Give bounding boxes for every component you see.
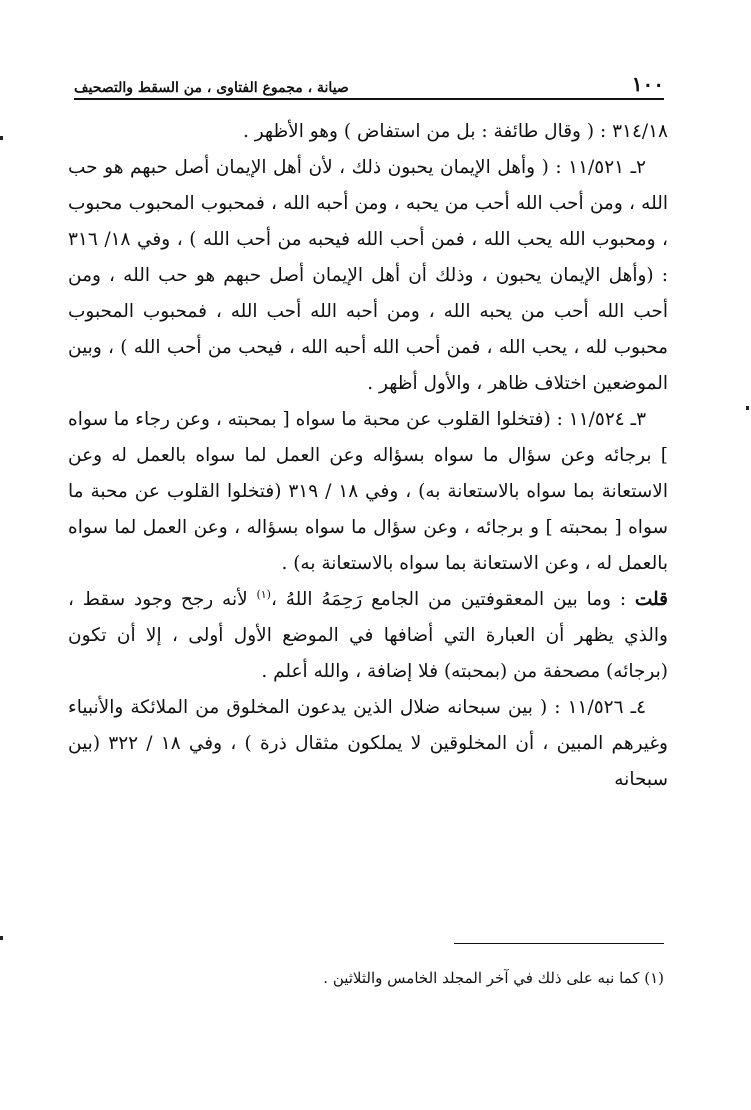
footnote-reference[interactable]: (١) xyxy=(256,587,271,601)
paragraph-2: ٢ـ ١١/٥٢١ : ( وأهل الإيمان يحبون ذلك ، لأن أهل الإيمان أصل حبهم هو حب الله ، ومن أحب الله أحب من يحبه ، ومن أحبه الله ، فمحبوب المحبوب محبوب ، ومحبوب الله يحب الله ، فمن أحب الله فيحبه من أحب الله ) ، وفي ١٨/ ٣١٦ : (وأهل الإيمان يحبون ، وذلك أن أهل الإيمان أصل حبهم هو حب الله ، ومن أحب الله أحب من يحبه الله ، ومن أحبه الله أحب الله ، فمحبوب المحبوب محبوب لله ، يحب الله ، فمن أحب الله أحبه الله ، فيحب من أحب الله ) ، وبين الموضعين اختلاف ظاهر ، والأول أظهر . xyxy=(68,157,668,394)
qult-label: قلت xyxy=(634,589,669,610)
body-text xyxy=(68,114,668,798)
page-header xyxy=(74,66,664,96)
header-rule xyxy=(74,98,664,100)
qult-text-after: لأنه رجح وجود سقط ، والذي يظهر أن العبارة التي أضافها في الموضع الأول أولى ، إلا أن تكون (برجائه) مصحفة من (بمحبته) فلا إضافة ، والله أعلم . xyxy=(68,589,668,682)
scan-mark xyxy=(0,136,3,140)
qult-paragraph xyxy=(68,582,668,690)
running-title: صيانة ، مجموع الفتاوى ، من السقط والتصحيف xyxy=(74,80,349,96)
footnote-rule xyxy=(454,943,664,944)
paragraph-1: ٣١٤/١٨ : ( وقال طائفة : بل من استفاض ) وهو الأظهر . xyxy=(242,121,668,142)
scan-mark xyxy=(746,406,749,410)
paragraph-4: ٤ـ ١١/٥٢٦ : ( بين سبحانه ضلال الذين يدعون المخلوق من الملائكة والأنبياء وغيرهم المبين ، أن المخلوقين لا يملكون مثقال ذرة ) ، وفي ١٨ / ٣٢٢ (بين سبحانه xyxy=(68,697,668,790)
footnote: (١) كما نبه على ذلك في آخر المجلد الخامس والثلاثين . xyxy=(323,969,664,987)
qult-text-before: : وما بين المعقوفتين من الجامع رَحِمَهُ اللهُ ، xyxy=(270,589,627,610)
paragraph-3: ٣ـ ١١/٥٢٤ : (فتخلوا القلوب عن محبة ما سواه [ بمحبته ، وعن رجاء ما سواه ] برجائه وعن سؤال ما سواه بسؤاله وعن العمل لما سواه بالعمل له وعن الاستعانة بما سواه بالاستعانة به) ، وفي ١٨ / ٣١٩ (فتخلوا القلوب عن محبة ما سواه [ بمحبته ] و برجائه ، وعن سؤال ما سواه بسؤاله ، وعن العمل لما سواه بالعمل له ، وعن الاستعانة بما سواه بالاستعانة به) . xyxy=(68,409,668,574)
page-number: ١٠٠ xyxy=(631,72,664,96)
scan-mark xyxy=(0,936,3,940)
